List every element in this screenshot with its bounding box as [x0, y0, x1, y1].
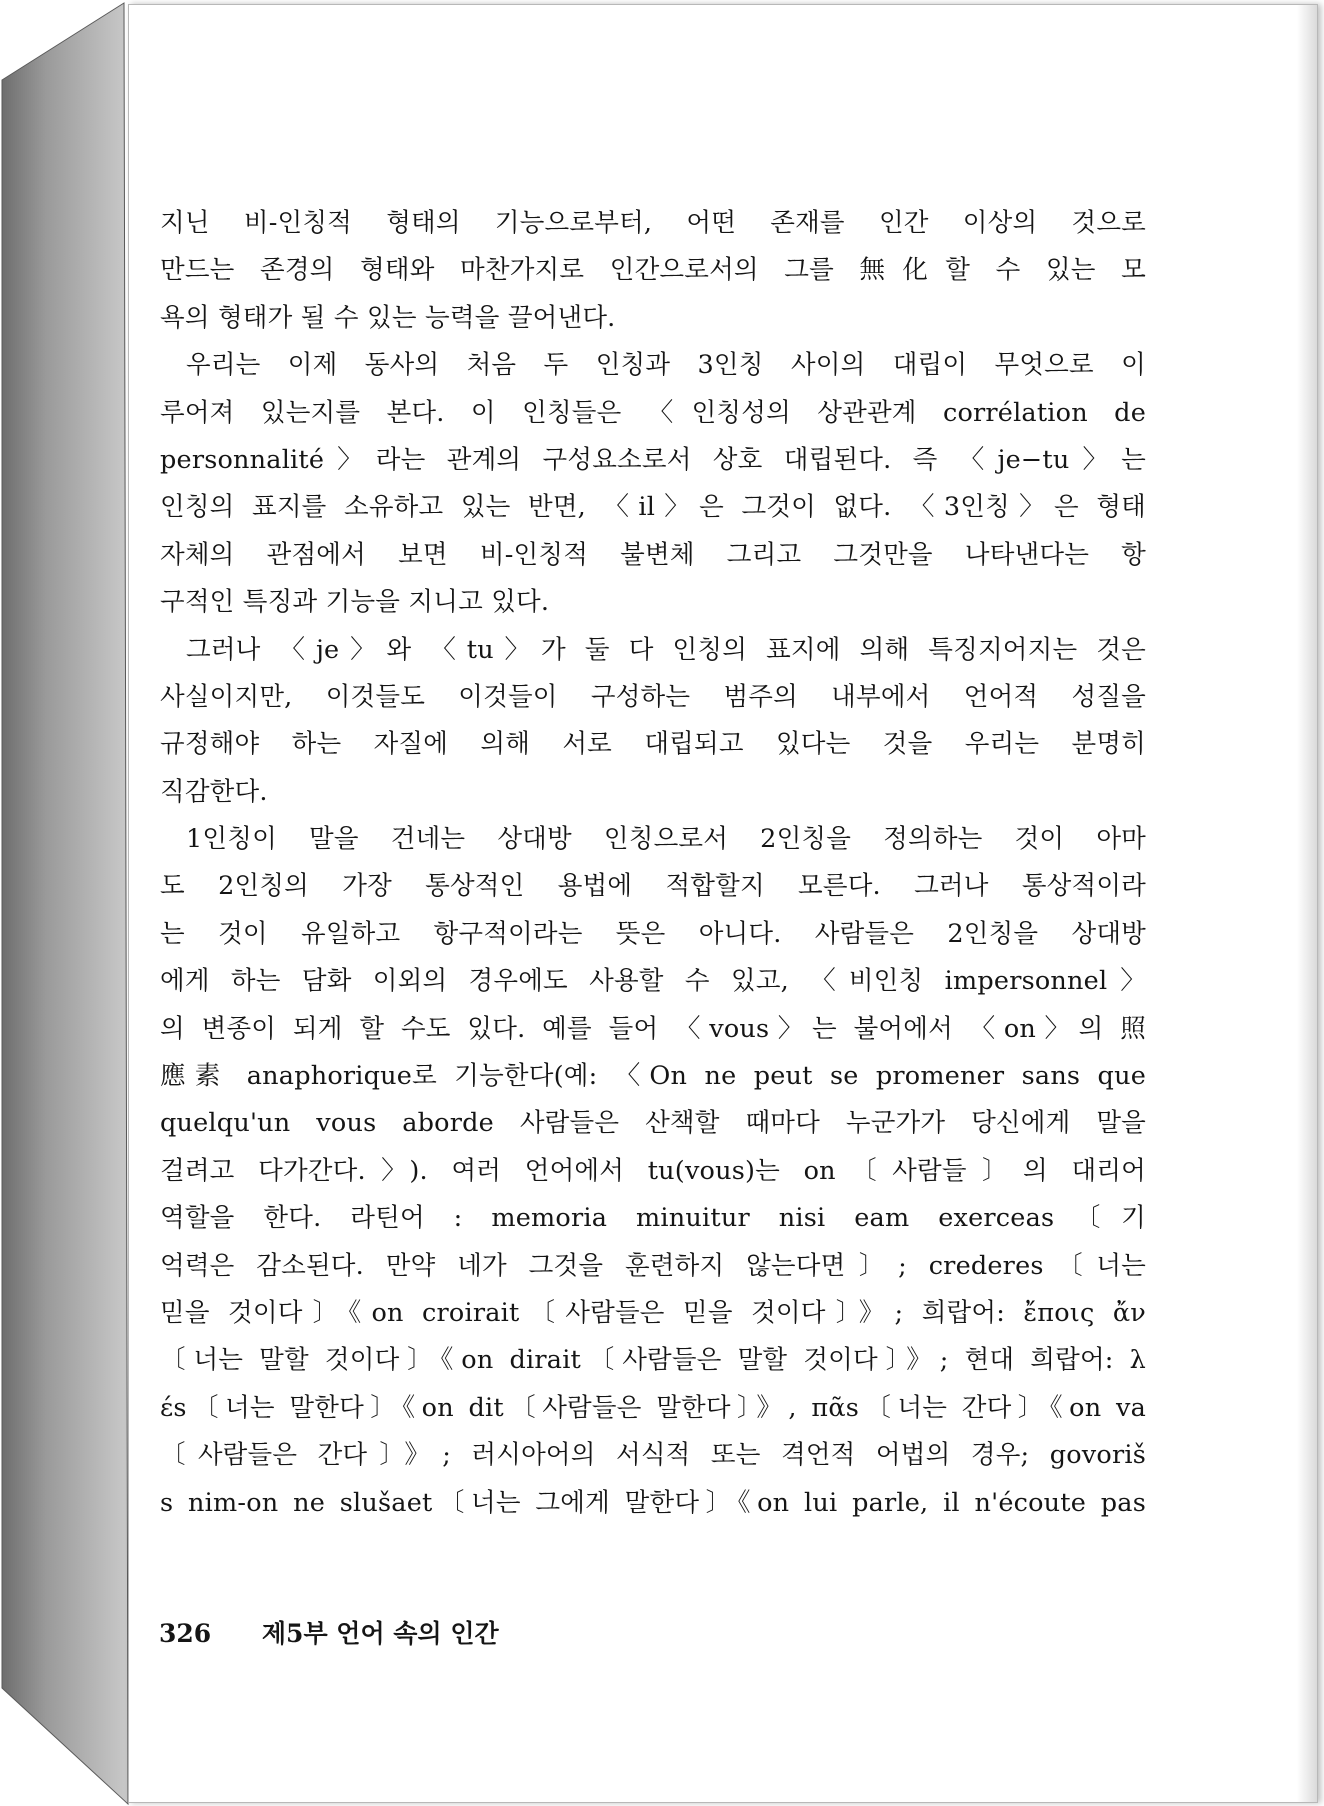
text-line: 구적인 특징과 기능을 지니고 있다.: [160, 587, 550, 618]
text-line: 직감한다.: [160, 776, 268, 807]
text-line: 인칭의 표지를 소유하고 있는 반면, 〈il〉은 그것이 없다. 〈3인칭〉은 형태: [160, 492, 1146, 523]
text-line: 〔사람들은 간다〕》; 러시아어의 서식적 또는 격언적 어법의 경우; govoriš: [160, 1440, 1146, 1471]
chapter-title: 제5부 언어 속의 인간: [261, 1619, 499, 1648]
text-line: 는 것이 유일하고 항구적이라는 뜻은 아니다. 사람들은 2인칭을 상대방: [160, 918, 1146, 949]
text-line: 욕의 형태가 될 수 있는 능력을 끌어낸다.: [160, 302, 616, 333]
text-line: personnalité〉라는 관계의 구성요소로서 상호 대립된다. 즉 〈je−tu〉는: [160, 444, 1146, 475]
text-line: 루어져 있는지를 본다. 이 인칭들은 〈인칭성의 상관관계 corrélation de: [160, 397, 1146, 428]
text-line: s nim-on ne slušaet〔너는 그에게 말한다〕《on lui parle, il n'écoute pas: [160, 1487, 1146, 1518]
text-line: 걸려고 다가간다.〉). 여러 언어에서 tu(vous)는 on〔사람들〕의 대리어: [160, 1155, 1146, 1186]
text-line: 믿을 것이다〕《on croirait〔사람들은 믿을 것이다〕》; 희랍어: ἔποις ἄν: [160, 1297, 1146, 1328]
text-line: 지닌 비-인칭적 형태의 기능으로부터, 어떤 존재를 인간 이상의 것으로: [160, 208, 1146, 238]
text-line: 1인칭이 말을 건네는 상대방 인칭으로서 2인칭을 정의하는 것이 아마: [186, 824, 1146, 855]
text-line: 사실이지만, 이것들도 이것들이 구성하는 범주의 내부에서 언어적 성질을: [160, 681, 1146, 712]
text-line: 억력은 감소된다. 만약 네가 그것을 훈련하지 않는다면〕; crederes〔너는: [160, 1250, 1146, 1281]
text-line: 도 2인칭의 가장 통상적인 용법에 적합할지 모른다. 그러나 통상적이라: [160, 871, 1146, 902]
text-line: 〔너는 말할 것이다〕《on dirait〔사람들은 말할 것이다〕》; 현대 희랍어: λ: [160, 1345, 1146, 1376]
text-line: 규정해야 하는 자질에 의해 서로 대립되고 있다는 것을 우리는 분명히: [160, 729, 1146, 760]
page-footer: [159, 1614, 499, 1650]
text-line: 역할을 한다. 라틴어 : memoria minuitur nisi eam exerceas〔기: [160, 1203, 1146, 1234]
text-line: quelqu'un vous aborde 사람들은 산책할 때마다 누군가가 당신에게 말을: [160, 1108, 1146, 1139]
text-line: 만드는 존경의 형태와 마찬가지로 인간으로서의 그를 無化할 수 있는 모: [160, 255, 1146, 286]
text-line: 의 변종이 되게 할 수도 있다. 예를 들어 〈vous〉는 불어에서 〈on〉의 照: [160, 1013, 1146, 1044]
text-line: 자체의 관점에서 보면 비-인칭적 불변체 그리고 그것만을 나타낸다는 항: [160, 539, 1146, 570]
text-line: 그러나 〈je〉와 〈tu〉가 둘 다 인칭의 표지에 의해 특징지어지는 것은: [186, 634, 1146, 665]
text-line: έs〔너는 말한다〕《on dit〔사람들은 말한다〕》, πᾶs〔너는 간다〕《on va: [160, 1392, 1146, 1423]
text-line: 에게 하는 담화 이외의 경우에도 사용할 수 있고, 〈비인칭 impersonnel〉: [160, 966, 1146, 997]
body-text: [160, 200, 1146, 1527]
page-edge-shadow: [1297, 5, 1317, 1802]
text-line: 應素 anaphorique로 기능한다(예: 〈On ne peut se promener sans que: [160, 1061, 1146, 1092]
text-line: 우리는 이제 동사의 처음 두 인칭과 3인칭 사이의 대립이 무엇으로 이: [186, 350, 1146, 381]
page-number: 326: [159, 1619, 212, 1648]
